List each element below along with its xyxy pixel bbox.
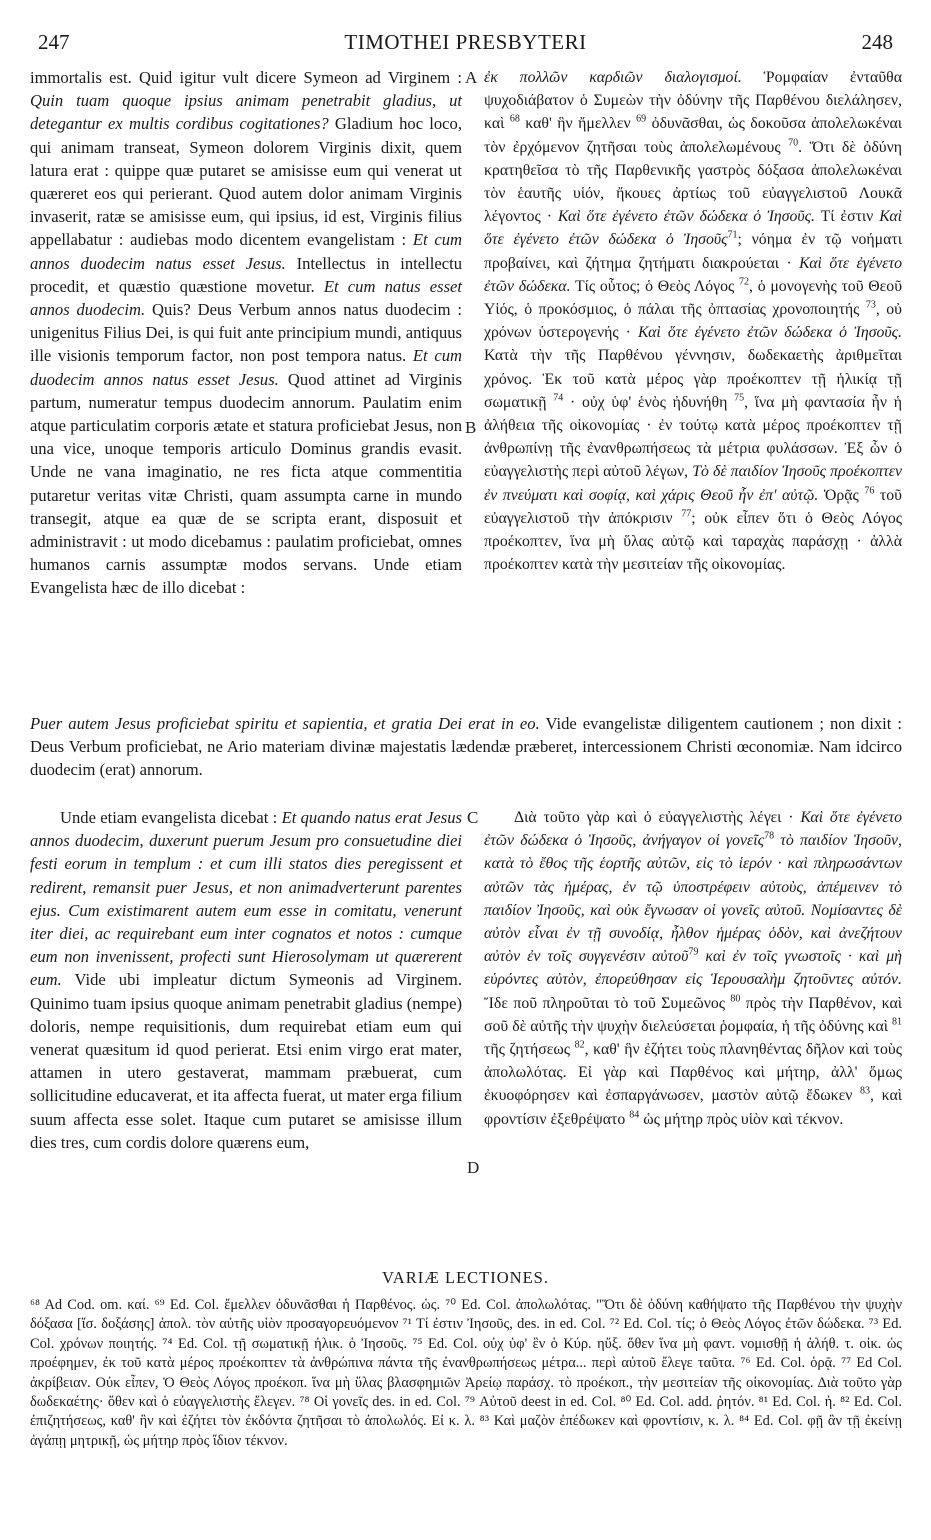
latin-paragraph [30, 806, 462, 1154]
latin-paragraph [30, 66, 462, 600]
greek-quote: Τὸ δὲ παιδίον Ἰησοῦς προέκοπτεν ἐν πνεύματι καὶ σοφίᾳ, καὶ χάρις Θεοῦ ἦν ἐπ' αὐτῷ. [484, 463, 902, 504]
greek-text: Ὁρᾷς [818, 486, 865, 504]
greek-text: Τίς οὗτος; ὁ Θεὸς Λόγος [570, 277, 740, 295]
greek-text: Διὰ τοῦτο γὰρ καὶ ὁ εὐαγγελιστὴς λέγει · [514, 809, 801, 826]
section-marker-d: D [467, 1158, 480, 1177]
latin-text: Gladium hoc loco, qui animam transeat, Symeon dolorem Virginis dixit, quem latura erat : quippe quæ putaret se amisisse eum qui venerat ut quæreret eos qui perierant. Quod autem dolor animam Virginis invaserit, ratæ se amisisse eum, qui ipsius, id est, Virginis filius appellabatur : audiebas modo dicentem evangelistam : [30, 114, 462, 250]
greek-text: · οὐχ ὑφ' ἑνὸς ἠδυνήθη [563, 393, 735, 411]
greek-text: ὡς μήτηρ πρὸς υἱὸν καὶ τέκνον. [639, 1110, 844, 1128]
greek-text: , οὐ χρόνων ὑστερογενής · [484, 301, 902, 342]
latin-quote: Quin tuam quoque ipsius animam penetrabit gladius, ut detegantur ex multis cordibus cogitationes? [30, 91, 462, 134]
greek-text: , καὶ φροντίσιν ἐξεθρέψατο [484, 1087, 902, 1128]
greek-text: Ἴδε ποῦ πληροῦται τὸ τοῦ Συμεῶνος [484, 994, 731, 1012]
greek-quote: Καὶ ὅτε ἐγένετο ἐτῶν δώδεκα ὁ Ἰησοῦς, ἀνήγαγον οἱ γονεῖς [484, 809, 903, 850]
greek-text: , ὁ μονογενὴς τοῦ Θεοῦ Υἱός, ὁ προκόσμιος, ὁ πάλαι τῆς ὀπτασίας χρονοποιητής [484, 277, 903, 319]
running-header [30, 30, 901, 64]
latin-quote: Puer autem Jesus proficiebat spiritu et sapientia, et gratia Dei erat in eo. [30, 714, 540, 733]
greek-text: Τί ἐστιν [815, 208, 880, 226]
greek-quote: Καὶ ὅτε ἐγένετο ἐτῶν δώδεκα ὁ Ἰησοῦς. [557, 208, 816, 226]
greek-text: . Ὅτι δὲ ὀδύνη κρατηθεῖσα τὸ τῆς Παρθενικῆς γαστρὸς δόξασα ἀπολελωκέναι τὸν ἑαυτῆς υἱόν, ἤκουες ἀρτίως τοῦ εὐαγγελιστοῦ Λουκᾶ λέγοντος · [484, 138, 902, 226]
greek-column-bottom [484, 806, 902, 1131]
latin-text: Quod attinet ad Virginis partum, numeratur tempus duodecim annorum. Paulatim enim atque particulatim corporis ætate et statura proficiebat Jesus, non una vice, unoque temporis articulo Dominus grandis evasit. Unde ne vana imaginatio, ne res ficta atque commentitia putaretur veritas vitæ Christi, quam assumpta carne in mundo transegit, atque ea quæ de se scripta erant, disposuit et administravit : ut modo dicebamus : paulatim proficiebat, omnes humanos carnis assumptæ modos servans. Unde etiam Evangelista hæc de illo dicebat : [30, 369, 462, 598]
greek-text: Ῥομφαίαν ἐνταῦθα ψυχοδιάβατον ὁ Συμεὼν τὴν ὀδύνην τῆς Παρθένου διελάλησεν, καὶ [484, 69, 902, 133]
footnote-ref: 77 [681, 508, 692, 520]
footnote-ref: 82 [574, 1039, 585, 1051]
footnote-ref: 68 [509, 114, 520, 126]
greek-text: ; νόημα ἐν τῷ νοήματι προβαίνει, καὶ ζήτημα ζητήματι διακρούεται · [484, 231, 902, 272]
greek-quote: Καὶ ὅτε ἐγένετο ἐτῶν δώδεκα ὁ Ἰησοῦς. [638, 324, 902, 342]
greek-text: τῆς ζητήσεως [484, 1041, 575, 1059]
latin-column-top [30, 66, 462, 600]
latin-text: Vide ubi impleatur dictum Symeonis ad Virginem. Quinimo tuam ipsius quoque animam penetrabit gladius (nempe) doloris, nempe requisitionis, dum requirebat etiam eum qui venerat quæsitum id quod perierat. Etsi enim virgo erat mater, attamen in utero gestaverat, mammam præbuerat, cum sollicitudine educaverat, et ita affecta fuerat, ut mater erga filium suum affecta esse solet. Itaque cum putaret se amisisse illum dies tres, cum cordis dolore quærens eum, [30, 970, 462, 1152]
greek-text: Κατὰ τὴν τῆς Παρθένου γέννησιν, δωδεκαετὴς ἀριθμεῖται χρόνος. Ἐκ τοῦ κατὰ μέρος γὰρ προέκοπτεν τῇ ἡλικίᾳ τῇ σωματικῇ [484, 347, 902, 411]
footnote-ref: 69 [636, 114, 647, 126]
greek-quote: ἐκ πολλῶν καρδιῶν διαλογισμοί. [484, 69, 742, 86]
variae-lectiones-title: VARIÆ LECTIONES. [382, 1268, 549, 1287]
greek-quote: Καὶ ὅτε ἐγένετο ἐτῶν δώδεκα. [484, 254, 902, 295]
greek-paragraph [484, 806, 902, 1131]
latin-quote: Et cum duodecim annos natus esset Jesus. [30, 346, 462, 389]
footnote-ref: 73 [865, 299, 876, 311]
section-marker-b: B [465, 418, 477, 437]
full-width-text [30, 712, 902, 782]
latin-text: immortalis est. Quid igitur vult dicere Symeon ad Virginem : [30, 68, 462, 87]
footnote-ref: 81 [892, 1016, 902, 1028]
footnote-ref: 79 [688, 946, 699, 958]
page-number-right: 248 [861, 30, 893, 54]
greek-text: καθ' ἣν ἤμελλεν [519, 115, 637, 133]
greek-text: , καθ' ἣν ἐζήτει τοὺς πλανηθέντας δῆλον καὶ τοὺς ἀπολωλότας. Εἰ γὰρ καὶ Παρθένος καὶ μήτηρ, ἀλλ' ὅμως ἐκυοφόρησεν καὶ ἐσπαργάνωσεν, μαστὸν αὐτῷ ἔδωκεν [484, 1041, 903, 1105]
footnote-ref: 75 [734, 392, 745, 404]
greek-text: πρὸς τὴν Παρθένον, καὶ σοῦ δὲ αὐτῆς τὴν ψυχὴν διελεύσεται ῥομφαία, ἡ τῆς ὀδύνης καὶ [484, 994, 902, 1035]
greek-text: ; οὐκ εἶπεν ὅτι ὁ Θεὸς Λόγος προέκοπτεν, ἵνα μὴ ὕλας αὐτῷ καὶ ταραχὰς παράσχῃ · ἀλλὰ προέκοπτεν κατὰ τὴν μεσιτείαν τῆς οἰκονομίας. [484, 509, 902, 574]
latin-column-bottom [30, 806, 462, 1154]
running-title: TIMOTHEI PRESBYTERI [344, 30, 587, 54]
greek-column-top [484, 66, 902, 576]
latin-text: Unde etiam evangelista dicebat : [60, 808, 282, 827]
latin-quote: Et cum annos duodecim natus esset Jesus. [30, 230, 462, 273]
section-marker-c: C [467, 808, 479, 827]
greek-quote: καὶ ἐν τοῖς γνωστοῖς · καὶ μὴ εὑρόντες αὐτὸν, ἐπορεύθησαν εἰς Ἱερουσαλὴμ ζητοῦντες αὐτόν. [484, 948, 902, 989]
section-marker-a: A [465, 68, 478, 87]
footnote-ref: 74 [553, 392, 564, 404]
greek-paragraph [484, 66, 902, 576]
footnote-ref: 72 [739, 276, 750, 288]
greek-quote: τὸ παιδίον Ἰησοῦν, κατὰ τὸ ἔθος τῆς ἑορτῆς αὐτῶν, εἰς τὸ ἱερόν · καὶ πληρωσάντων αὐτῶν τὰς ἡμέρας, ἐν τῷ ὑποστρέφειν αὐτοὺς, ἀπέμεινεν τὸ παιδίον Ἰησοῦς, καὶ οὐκ ἔγνωσαν οἱ γονεῖς αὐτοῦ. Νομίσαντες δὲ αὐτὸν εἶναι ἐν τῇ συνοδίᾳ, ἦλθον ἡμέρας ὁδὸν, καὶ ἀνεζήτουν αὐτὸν ἐν τοῖς συγγενέσιν αὐτοῦ [484, 832, 902, 966]
footnote-ref: 80 [730, 993, 741, 1005]
footnote-ref: 70 [788, 137, 799, 149]
greek-text: ὀδυνᾶσθαι, ὡς δοκοῦσα ἀπολελωκέναι τὸν ἐρχόμενον ζητῆσαι τοὺς ἀπολελωμένους [484, 115, 902, 156]
page-number-left: 247 [38, 30, 70, 54]
latin-text: Quis? Deus Verbum annos natus duodecim : unigenitus Filius Dei, is qui fuit ante principium mundi, antiquus ille visionis temporum factor, non post tempora natus. [30, 300, 462, 366]
latin-quote: Et cum natus esset annos duodecim. [30, 276, 462, 320]
greek-quote: Καὶ ὅτε ἐγένετο ἐτῶν δώδεκα ὁ Ἰησοῦς [484, 208, 902, 249]
variae-lectiones-notes: ⁶⁸ Ad Cod. om. καί. ⁶⁹ Ed. Col. ἔμελλεν ὀδυνᾶσθαι ἡ Παρθένος. ὡς. ⁷⁰ Ed. Col. ἀπολωλότας. "Ὅτι δὲ ὀδύνη καθήψατο τῆς Παρθένου τὴν ψυχὴν δόξασα [ἴσ. δοξάσης] ἀπολ. τὸν αὐτῆς υἱὸν προσαγορευόμενον ⁷¹ Τί ἐστιν Ἰησοῦς, des. in ed. Col. ⁷² Ed. Col. τίς; ὁ Θεὸς Λόγος ἐτῶν δώδεκα. ⁷³ Ed. Col. χρόνων ποιητής. ⁷⁴ Ed. Col. τῇ σωματικῇ ἡλικ. ὁ Ἰησοῦς. ⁷⁵ Ed. Col. οὐχ ὑφ' ἓν ὁ Κύρ. ηὔξ. ὅθεν ἵνα μὴ φαντ. νομισθῇ ἡ ἀλήθ. τ. οἰκ. ὡς προέφημεν, ἐκ τοῦ κατὰ μέρος προέκοπτεν τὰ ἀνθρώπινα πάντα τῆς ἐνανθρωπήσεως μέτρα... περὶ αὐτοῦ ἔλεγε ταῦτα. ⁷⁶ Ed. Col. ὁρᾷ. ⁷⁷ Ed Col. ἀκρίβειαν. Οὐκ εἶπεν, Ὁ Θεὸς Λόγος προέκοπ. ἵνα μὴ ὕλας βλασφημιῶν Ἀρείῳ παράσχ. τὸ προέκοπ., τὴν μεσιτείαν τῆς οἰκονομίας. Διὰ τοῦτο γὰρ δωδεκαέτης· ὅθεν καὶ ὁ εὐαγγελιστὴς ἔλεγεν. ⁷⁸ Οἱ γονεῖς des. in ed. Col. ⁷⁹ Αὐτοῦ deest in ed. Col. ⁸⁰ Ed. Col. add. ῥητόν. ⁸¹ Ed. Col. ἡ. ⁸² Ed. Col. ἐπιζητήσεως, καθ' ἣν καὶ ἐζήτει τὸν ἐκδόντα ζητῆσαι τὸ ἀπολωλός. Εἰ κ. λ. ⁸³ Καὶ μαζὸν ἐπέδωκεν καὶ φροντίσιν, κ. λ. ⁸⁴ Ed. Col. φῇ ἂν τῇ ἐκείνῃ ἀγάπῃ μητρικῇ, ὡς μήτηρ πρὸς ἴδιον τέκνον. [30, 1297, 902, 1449]
latin-text: Vide evangelistæ diligentem cautionem ; non dixit : Deus Verbum proficiebat, ne Ario materiam divinæ majestatis lædendæ præberet, intercessionem Christi œconomiæ. Nam idcirco duodecim (erat) annorum. [30, 714, 902, 780]
footnote-ref: 76 [864, 485, 875, 497]
greek-text: , ἵνα μὴ φαντασία ἦν ἡ ἀλήθεια τῆς οἰκονομίας · ἐν τούτῳ κατὰ μέρος προέκοπτεν τῇ ἀνθρωπίνῃ τῆς ἐνανθρωπήσεως τὰ μέτρια φυλάσσων. Ἐξ ὧν ὁ εὐαγγελιστὴς περὶ αὐτοῦ λέγων, [484, 393, 902, 481]
footnote-ref: 84 [629, 1109, 640, 1121]
footnote-ref: 71 [727, 230, 738, 242]
footnote-ref: 83 [860, 1086, 871, 1098]
latin-quote: Et quando natus erat Jesus annos duodecim, duxerunt puerum Jesum pro consuetudine diei festi eorum in templum : et cum illi statos dies peregissent et redirent, remansit puer Jesus, et non animadverterunt parentes ejus. Cum existimarent autem eum esse in comitatu, venerunt iter diei, ac requirebant eum inter cognatos et notos : cumque eum non invenissent, profecti sunt Hierosolymam ut quærerent eum. [30, 808, 462, 990]
footnote-ref: 78 [764, 830, 775, 842]
full-width-paragraph [30, 712, 902, 782]
greek-text: τοῦ εὐαγγελιστοῦ τὴν ἀπόκρισιν [484, 486, 902, 527]
latin-text: Intellectus in intellectu procedit, et quæstio quæstione movetur. [30, 253, 462, 296]
